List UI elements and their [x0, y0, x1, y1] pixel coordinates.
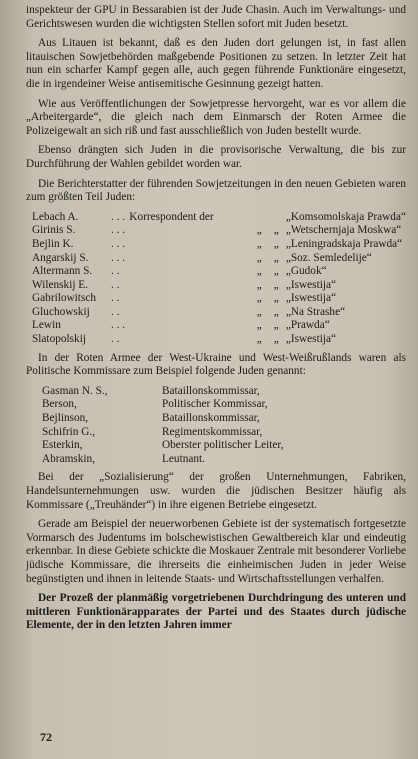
correspondents-table — [26, 211, 406, 347]
correspondent-paper: „Gudok“ — [285, 265, 327, 278]
correspondent-ditto: „ — [256, 305, 262, 318]
correspondent-row — [26, 224, 406, 238]
correspondent-ditto2: „ — [273, 251, 279, 264]
correspondent-ditto2: „ — [273, 224, 279, 237]
correspondent-dots: . . . — [110, 251, 126, 264]
correspondent-dots: . . . — [110, 210, 126, 223]
text-block-top — [26, 4, 406, 205]
kommissar-title: Leutnant. — [162, 452, 205, 465]
correspondent-row — [26, 265, 406, 279]
kommissar-row — [26, 426, 284, 440]
correspondent-name: Slatopolskij — [32, 333, 86, 346]
correspondent-dots: . . . — [110, 237, 126, 250]
correspondent-row — [26, 319, 406, 333]
correspondent-paper: „Wetschernjaja Moskwa“ — [285, 224, 402, 237]
correspondent-row — [26, 252, 406, 266]
kommissar-name: Bejlinson, — [42, 412, 89, 425]
correspondent-role — [129, 333, 232, 347]
correspondent-dots: . . — [110, 333, 120, 346]
correspondent-role — [129, 319, 232, 333]
correspondent-row — [26, 238, 406, 252]
correspondent-row — [26, 292, 406, 306]
paragraph: Der Prozeß der planmäßig vorgetriebenen Durchdringung des unteren und mittleren Funktionärapparates der Partei und des Staates durch jüdische Elemente, der in den letzten Jahren immer — [26, 592, 406, 632]
paragraph: inspekteur der GPU in Bessarabien ist der Jude Chasin. Auch im Verwaltungs- und Gerichtswesen wurden die wichtigsten Stellen sofort mit Juden besetzt. — [26, 4, 406, 30]
kommissare-table — [26, 385, 284, 467]
correspondent-ditto2: „ — [273, 333, 279, 346]
kommissar-title: Bataillonskommissar, — [162, 384, 260, 397]
correspondent-paper: „Iswestija“ — [285, 292, 337, 305]
correspondent-ditto2: „ — [273, 237, 279, 250]
paragraph: Die Berichterstatter der führenden Sowjetzeitungen in den neuen Gebieten waren zum größten Teil Juden: — [26, 177, 406, 204]
kommissar-title: Politischer Kommissar, — [162, 398, 268, 411]
correspondent-dots: . . . — [110, 224, 126, 237]
correspondent-name: Lewin — [32, 319, 61, 332]
correspondent-dots: . . . — [110, 319, 126, 332]
paragraph: Gerade am Beispiel der neuerworbenen Gebiete ist der systematisch fortgesetzte Vormarsch des Judentums im bolschewistischen Gewaltbereich klar und eindeutig erkennbar. In diese Gebiete schickte die Moskauer Zentrale mit besonderer Vorliebe jüdische Kommissare, die ihrerseits die einheimischen Juden in jeder Weise begünstigten und ihnen in leitende Staats- und Wirtschaftsstellungen verhalfen. — [26, 518, 406, 585]
correspondent-paper: „Prawda“ — [285, 319, 330, 332]
kommissar-name: Esterkin, — [42, 439, 83, 452]
correspondent-paper: „Iswestija“ — [285, 278, 337, 291]
kommissar-row — [26, 412, 284, 426]
paragraph: Wie aus Veröffentlichungen der Sowjetpresse hervorgeht, war es vor allem die „Arbeitergarde“, die gleich nach dem Einmarsch der Roten Armee die Polizeigewalt an sich riß und fast ausschließlich von Juden bestellt wurde. — [26, 97, 406, 137]
correspondent-role: Korrespondent der — [129, 210, 214, 223]
kommissar-row — [26, 439, 284, 453]
correspondent-ditto: „ — [256, 251, 262, 264]
correspondent-ditto: „ — [256, 237, 262, 250]
correspondent-dots: . . — [110, 278, 120, 291]
kommissar-name: Gasman N. S., — [42, 384, 108, 397]
kommissar-name: Berson, — [42, 398, 77, 411]
kommissar-title: Regimentskommissar, — [162, 425, 263, 438]
correspondent-paper: „Leningradskaja Prawda“ — [285, 237, 403, 250]
correspondent-ditto: „ — [256, 224, 262, 237]
correspondent-ditto2: „ — [273, 305, 279, 318]
kommissar-row — [26, 385, 284, 399]
paragraph: Bei der „Sozialisierung“ der großen Unternehmungen, Fabriken, Handelsunternehmungen usw. wurden die jüdischen Besitzer häufig als Kommissare („Treuhänder“) in ihre eigenen Betriebe eingesetzt. — [26, 471, 406, 511]
correspondent-paper: „Iswestija“ — [285, 333, 337, 346]
paragraph-kommissare: In der Roten Armee der West-Ukraine und West-Weißrußlands waren als Politische Kommissare zum Beispiel folgende Juden genannt: — [26, 351, 406, 378]
kommissar-name: Abramskin, — [42, 452, 96, 465]
correspondent-ditto — [233, 211, 270, 225]
correspondent-row — [26, 306, 406, 320]
correspondent-ditto: „ — [256, 333, 262, 346]
correspondent-dots: . . — [110, 265, 120, 278]
correspondent-row — [26, 279, 406, 293]
correspondent-ditto: „ — [256, 265, 262, 278]
correspondent-dots: . . — [110, 305, 120, 318]
correspondent-ditto: „ — [256, 278, 262, 291]
correspondent-ditto2: „ — [273, 319, 279, 332]
correspondent-ditto2: „ — [273, 278, 279, 291]
correspondent-paper: „Soz. Semledelije“ — [285, 251, 372, 264]
correspondent-paper: „Komsomolskaja Prawda“ — [285, 210, 406, 223]
correspondent-name: Wilenskij E. — [32, 278, 89, 291]
correspondent-paper: „Na Strashe“ — [285, 305, 346, 318]
kommissar-name: Schifrin G., — [42, 425, 96, 438]
correspondent-ditto: „ — [256, 292, 262, 305]
correspondent-ditto2: „ — [273, 292, 279, 305]
correspondent-role — [129, 279, 232, 293]
correspondent-name: Bejlin K. — [32, 237, 74, 250]
correspondent-row — [26, 211, 406, 225]
correspondent-name: Gluchowskij — [32, 305, 90, 318]
correspondent-role — [129, 292, 232, 306]
correspondent-role — [129, 265, 232, 279]
correspondent-ditto: „ — [256, 319, 262, 332]
paragraph: Ebenso drängten sich Juden in die provisorische Verwaltung, die bis zur Durchführung der Wahlen gebildet worden war. — [26, 144, 406, 170]
kommissar-row — [26, 398, 284, 412]
correspondent-ditto2: „ — [273, 265, 279, 278]
correspondent-name: Gabrilowitsch — [32, 292, 97, 305]
correspondent-name: Girinis S. — [32, 224, 76, 237]
correspondent-dots: . . — [110, 292, 120, 305]
kommissar-title: Oberster politischer Leiter, — [162, 439, 284, 452]
correspondent-role — [129, 238, 232, 252]
correspondent-role — [129, 306, 232, 320]
text-block-bottom — [26, 471, 406, 633]
correspondent-role — [129, 252, 232, 266]
kommissar-row — [26, 453, 284, 467]
correspondent-row — [26, 333, 406, 347]
correspondent-name: Altermann S. — [32, 265, 93, 278]
correspondent-role — [129, 224, 232, 238]
paragraph: Aus Litauen ist bekannt, daß es den Juden dort gelungen ist, in fast allen litauischen Sowjetbehörden maßgebende Positionen zu setzen. In letzter Zeit hat nun ein scharfer Kampf gegen alle, auch gegen führende Funktionäre eingesetzt, die in irgendeiner Weise antisemitische Gesinnung gezeigt hatten. — [26, 37, 406, 90]
kommissar-title: Bataillonskommissar, — [162, 412, 260, 425]
correspondent-name: Lebach A. — [32, 210, 79, 223]
correspondent-ditto2 — [270, 211, 283, 225]
correspondent-name: Angarskij S. — [32, 251, 89, 264]
text-block-kommissare — [26, 352, 406, 379]
page-number: 72 — [40, 730, 52, 744]
